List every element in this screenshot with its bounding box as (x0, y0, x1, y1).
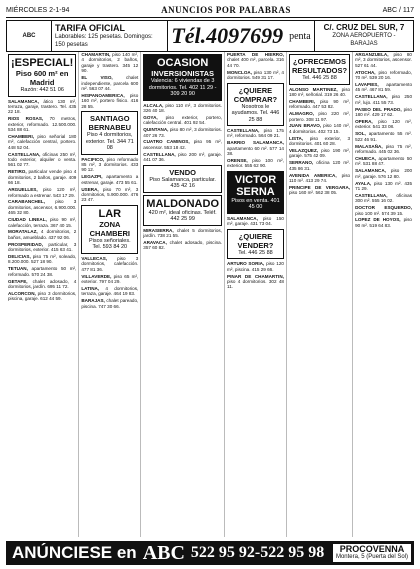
address-text: ZONA AEROPUERTO - BARAJAS (332, 33, 396, 48)
boxed-ad (227, 229, 284, 260)
ad-text: piso 200 m², garaje. 441 07 36. (143, 151, 222, 163)
classified-ad (355, 181, 412, 192)
classified-ad (81, 286, 138, 297)
classified-ad (227, 158, 284, 169)
ad-text: piso reformado, 70 m². 539 20 16. (355, 69, 413, 81)
ad-heading: CARABANCHEL, (8, 199, 56, 205)
ad-heading: LAVAPIES, (355, 82, 387, 88)
ad-text: piso 180 m², señorial. 319 26 40. (288, 86, 351, 97)
ad-text: piso 3 dormitorios, ascensor, 6.900.000. 465 32 80. (8, 199, 77, 216)
classified-ad (289, 136, 350, 147)
ad-text: piso reformado 85 m², 3 dormitorios. 433 90 12. (81, 156, 139, 173)
ad-text: piso señorial 180 m², calefacción central, portero. 448 52 04. (8, 133, 77, 150)
classified-ad (355, 168, 412, 179)
classified-ad (143, 127, 222, 138)
ad-heading: DOCTOR ESQUERDO, (355, 205, 412, 211)
classified-ad (355, 107, 412, 118)
boxed-ad-big: OCASION (156, 57, 209, 69)
ad-heading: MORATALAZ, (8, 229, 41, 235)
ad-text: oficinas 300 m². 555 16 02. (355, 192, 412, 204)
tarifa-title: TARIFA OFICIAL (55, 23, 125, 33)
ad-heading: VALLECAS, (81, 255, 118, 261)
phone-text: Tél.4097699 (171, 23, 284, 48)
classified-ad (289, 123, 350, 134)
ad-text: piso 130 m², 4 dormitorios. 549 31 17. (227, 69, 284, 81)
ad-text: piso 175 m², reformado. 564 09 21. (227, 128, 284, 139)
classified-ad (81, 157, 138, 173)
ad-heading: AYALA, (355, 180, 374, 186)
ad-heading: HISPANOAMERICA, (81, 92, 130, 98)
boxed-ad (81, 205, 138, 254)
page-number: ABC / 117 (382, 6, 414, 14)
classified-ad (227, 274, 284, 290)
boxed-ad-sm: Razón: 442 51 06 (20, 87, 64, 93)
ad-heading: LOPEZ DE HOYOS, (355, 217, 404, 223)
ad-text: piso exterior, 3 dormitorios. 401 60 28. (288, 135, 351, 147)
classified-ad (8, 229, 76, 240)
ad-heading: QUINTANA, (143, 127, 170, 133)
ad-text: piso 120 m², piscina. 415 29 66. (227, 261, 284, 272)
boxed-ad-med: SANTIAGO BERNABEU (88, 114, 132, 133)
classified-ad (289, 160, 350, 171)
ad-text: piso 75 m², soleado, 8.200.000. 527 18 90. (8, 254, 77, 265)
classified-ad (8, 254, 76, 265)
ad-text: piso 3 dormitorios, calefacción. 477 81 36. (81, 255, 139, 272)
ad-heading: PRINCIPE DE VERGARA, (288, 185, 351, 190)
boxed-ad-sm: Pisos señoriales. Tel. 593 84 20 (89, 237, 131, 251)
boxed-ad-med: ¿QUIERE VENDER? (237, 231, 274, 250)
boxed-ad-sm: Nosotros le ayudamos. Tel. 446 25 88 (231, 103, 280, 123)
ad-text: apartamento 55 m². 522 46 91. (355, 131, 413, 142)
ad-heading: EL VISO, (81, 75, 127, 81)
ad-text: piso 90 m², calefacción, terraza. 367 40 15. (8, 217, 77, 228)
classified-ad (227, 216, 284, 227)
column-6 (353, 52, 414, 537)
ad-heading: CHUECA, (355, 155, 379, 161)
ad-heading: ALMAGRO, (288, 111, 319, 117)
boxed-ad-med: INVERSIONISTAS (151, 69, 215, 78)
classified-ad (355, 94, 412, 105)
footer-banner (6, 541, 414, 565)
classified-ad (8, 99, 76, 115)
tarifa-text: Laborables: 125 pesetas. Domingos: 150 pesetas (55, 34, 153, 48)
ad-text: apartamento 50 m². 531 88 47. (355, 155, 412, 167)
ad-text: piso 80 m², 3 dormitorios, ascensor. 527 61 44. (355, 52, 412, 68)
ad-text: piso 70 m², 3 dormitorios, 5.900.000. 476 23 47. (81, 186, 139, 203)
column-4 (225, 52, 287, 537)
ad-heading: RIOS ROSAS, (8, 116, 50, 122)
classified-ad (227, 128, 284, 139)
abc-logo: ABC (7, 21, 52, 51)
ad-heading: VELAZQUEZ, (288, 148, 322, 154)
ad-text: piso 110 m². 413 29 74. (288, 172, 351, 184)
ad-text: piso 200 m², garaje. 576 12 80. (355, 168, 412, 179)
ad-heading: MALASAÑA, (355, 143, 386, 149)
ad-heading: ATOCHA, (355, 69, 379, 75)
boxed-ad-med: VENDO (169, 167, 196, 177)
boxed-ad-sm: Pisos en venta. 401 45 00 (231, 197, 280, 211)
boxed-ad-sm: Tel. 446 25 88 (302, 75, 337, 81)
boxed-ad-sm: Valencia: 6 viviendas de 3 dormitorios. Tel. 402 11 29 - 309 20 90 (148, 78, 217, 97)
classified-ad (355, 52, 412, 68)
classifieds-columns (6, 52, 414, 537)
ad-heading: ARGUELLES, (8, 187, 43, 193)
ad-text: chalet 400 m², parcela. 316 44 70. (227, 57, 284, 68)
ad-heading: BARRIO SALAMANCA, (227, 140, 284, 146)
classified-ad (81, 75, 138, 91)
ad-text: piso 160 m². 562 38 05. (288, 190, 338, 196)
header-rule (6, 17, 414, 18)
ad-heading: GETAFE, (8, 278, 33, 284)
ad-heading: VILLAVERDE, (81, 273, 114, 279)
classified-ad (289, 173, 350, 184)
ad-heading: SERRANO, (288, 160, 317, 166)
ad-heading: SOL, (355, 131, 369, 137)
classified-ad (8, 291, 76, 302)
boxed-ad (81, 111, 138, 155)
classified-ad (81, 52, 138, 74)
ad-text: piso 90 m², reformado. 447 53 82. (288, 98, 351, 110)
footer-phones[interactable]: 522 95 92-522 95 98 (190, 544, 325, 561)
ad-text: piso 150 m², garaje. 431 73 04. (227, 215, 284, 227)
ad-heading: GOYA, (143, 114, 166, 120)
classified-ad (355, 70, 412, 81)
classified-ad (227, 70, 284, 81)
boxed-ad (227, 171, 284, 214)
boxed-ad-sm: Piso Salamanca, particular. 435 42 16 (149, 176, 216, 190)
classified-ad (8, 279, 76, 290)
ad-text: piso 160 m², portero físico. 416 28 55. (81, 92, 139, 109)
classified-ad (355, 82, 412, 93)
ad-text: particular, 3 dormitorios, exterior. 415 63 41. (8, 241, 77, 253)
ad-text: piso 75 m², reformado. 445 02 36. (355, 143, 412, 154)
classified-ad (355, 205, 412, 216)
ad-heading: ARTURO SORIA, (227, 261, 267, 267)
classified-ad (227, 261, 284, 272)
column-3 (141, 52, 225, 537)
classified-ad (81, 298, 138, 309)
boxed-ad (143, 54, 222, 101)
boxed-ad-med: ¿QUIERE COMPRAR? (233, 85, 278, 104)
boxed-ad-sm: 420 m², ideal oficinas. Teléf. 442 25 99 (148, 209, 217, 223)
classified-ad (289, 99, 350, 110)
classified-ad (8, 152, 76, 168)
boxed-ad-big: MALDONADO (146, 197, 219, 210)
classified-ad (8, 242, 76, 253)
ad-heading: CASTELLANA, (227, 128, 264, 134)
ad-text: 4 dormitorios, 2 baños, amueblado. 437 92 06. (8, 229, 77, 240)
boxed-ad-sm: Tel. 446 25 88 (238, 249, 273, 256)
ad-text: piso 4 dormitorios. 302 48 11. (227, 278, 284, 290)
ad-text: particular vende piso 4 dormitorios, 2 baños, garaje. 409 66 18. (8, 169, 77, 186)
boxed-ad-med: Piso 600 m² en Madrid (15, 69, 69, 87)
ad-heading: ALCORCON, (8, 291, 38, 296)
ad-heading: CIUDAD LINEAL, (8, 217, 50, 223)
classified-ad (355, 193, 412, 204)
classified-ad (143, 115, 222, 126)
boxed-ad-med: ¿OFRECEMOS RESULTADOS? (291, 57, 348, 75)
classified-ad (143, 240, 222, 251)
column-1 (6, 52, 79, 537)
ad-heading: LEGAZPI, (81, 174, 107, 180)
classified-ad (143, 103, 222, 114)
ad-heading: CHAMBERI, (288, 98, 320, 104)
ad-text: ático 130 m², terraza, garaje, trastero. Tel. 435 22 18. (8, 98, 77, 115)
ad-text: piso 3 dormitorios, piscina, garaje. 612 44 59. (8, 291, 77, 302)
ad-heading: SALAMANCA, (227, 215, 263, 221)
ad-heading: AVENIDA AMERICA, (288, 172, 342, 178)
classified-ad (289, 87, 350, 98)
ad-text: apartamento a estrenar, garaje. 473 55 61. (81, 174, 139, 185)
ad-text: piso 80 m², 3 dormitorios. 407 26 73. (143, 127, 222, 138)
ad-heading: CASTELLANA, (355, 94, 392, 100)
ad-text: oficina 120 m². 435 86 31. (288, 160, 351, 171)
ad-heading: USERA, (81, 186, 103, 192)
ad-text: piso 140 m², 4 dormitorios, 2 baños, garaje y trastero. 345 12 90. (81, 52, 139, 74)
classified-ad (355, 131, 412, 142)
ad-text: chalet independiente, parcela 600 m². 563 07 44. (81, 75, 139, 91)
classified-ad (355, 156, 412, 167)
ad-heading: CUATRO CAMINOS, (143, 139, 194, 145)
procovenna-address: Montera, 5 (Puerta del Sol) (335, 554, 408, 560)
ad-text: piso 140 m², 4 dormitorios. 402 73 15. (288, 123, 351, 134)
ad-text: piso 120 m², exterior. 541 33 08. (355, 118, 413, 130)
ad-heading: ARAVACA, (143, 239, 170, 245)
ad-text: piso 100 m², exterior. 555 62 90. (227, 158, 284, 169)
classified-ad (81, 93, 138, 109)
boxed-ad-sm: Piso 4 dormitorios, exterior. Tel. 344 71 08 (85, 132, 134, 152)
boxed-ad-med: ZONA CHAMBERI (89, 219, 131, 238)
boxed-ad (227, 83, 284, 127)
ad-heading: JUAN BRAVO, (288, 123, 324, 129)
ad-text: chalet adosado, piscina. 357 60 82. (143, 239, 222, 251)
classified-ad (8, 116, 76, 132)
ad-text: piso 110 m², 3 dormitorios. 326 40 18. (143, 102, 223, 113)
ad-text: piso 95 m², ascensor. 553 18 42. (143, 139, 222, 150)
ad-heading: OPERA, (355, 118, 379, 124)
ad-heading: LATINA, (81, 285, 106, 291)
boxed-ad-big: VICTOR SERNA (234, 173, 277, 198)
ad-heading: CASTELLANA, (143, 151, 179, 157)
ad-text: 4 dormitorios, terraza, garaje. 464 19 83. (81, 285, 139, 297)
classified-ad (81, 187, 138, 203)
classified-ad (8, 266, 76, 277)
classified-ad (143, 139, 222, 150)
classified-ad (289, 185, 350, 196)
ad-text: apartamento 45 m². 467 81 59. (355, 82, 412, 93)
boxed-ad (143, 195, 222, 226)
page-header (6, 4, 414, 16)
classified-ad (8, 134, 76, 150)
ad-heading: TETUAN, (8, 266, 32, 272)
ad-heading: CHAMARTIN, (81, 52, 113, 57)
section-title: ANUNCIOS POR PALABRAS (161, 5, 291, 15)
classified-ad (8, 169, 76, 185)
classified-ad (355, 119, 412, 130)
ad-text: chalet adosado, 4 dormitorios, jardín. 695 11 72. (8, 278, 77, 290)
classified-ad (81, 174, 138, 185)
ad-text: piso 180 m². 429 17 62. (355, 106, 412, 118)
classified-ad (355, 217, 412, 228)
boxed-ad (143, 165, 222, 193)
ad-heading: BARAJAS, (81, 298, 107, 304)
ad-heading: ALONSO MARTINEZ, (288, 86, 342, 92)
classified-ad (8, 187, 76, 198)
ad-heading: CASTELLANA, (355, 192, 397, 198)
boxed-ad (8, 54, 76, 97)
header-date: MIÉRCOLES 2-1-94 (6, 6, 70, 14)
ad-heading: ORENSE, (227, 158, 253, 164)
address-title: C/. CRUZ DEL SUR, 7 (323, 23, 405, 32)
address-box (315, 21, 413, 51)
ad-heading: CHAMBERI, (8, 133, 38, 139)
ad-heading: RETIRO, (8, 169, 29, 175)
classified-ad (227, 52, 284, 68)
tarifa-box (52, 21, 168, 51)
footer-abc-logo: ABC (142, 541, 185, 564)
ad-heading: PROSPERIDAD, (8, 241, 49, 247)
ad-text: 70 metros, exterior, reformado. 12.500.000. 534 88 61. (8, 116, 77, 133)
brand-name: penta (289, 30, 311, 42)
classified-ad (227, 140, 284, 156)
ad-text: piso exterior, portero, calefacción central. 401 92 54. (143, 114, 222, 126)
classified-ad (289, 148, 350, 159)
ad-text: apartamento 50 m², reformado. 570 24 38. (8, 266, 77, 277)
ad-text: piso 100 m². 574 39 15. (355, 210, 404, 216)
classified-ad (143, 152, 222, 163)
ad-heading: MIRASIERRA, (143, 227, 177, 233)
ad-text: piso 130 m². 435 71 29. (355, 180, 412, 191)
classified-ad (8, 199, 76, 215)
classified-ad (289, 111, 350, 122)
classified-ad (8, 217, 76, 228)
ad-text: piso 250 m², lujo. 411 55 73. (355, 94, 412, 105)
ad-heading: PASEO DEL PRADO, (355, 106, 404, 112)
ad-text: piso 190 m², garaje. 575 42 09. (288, 148, 351, 159)
ad-text: piso 90 m². 519 64 83. (355, 217, 412, 228)
ad-heading: MONCLOA, (227, 69, 254, 75)
ad-text: apartamento 60 m². 577 14 38. (227, 145, 284, 157)
procovenna-box (333, 544, 411, 562)
footer-cta: ANÚNCIESE en (12, 543, 137, 562)
column-2 (79, 52, 141, 537)
ad-text: chalet pareado, piscina. 747 30 66. (81, 298, 139, 309)
ad-text: piso 220 m², portero. 308 11 97. (288, 111, 351, 122)
ad-heading: DELICIAS, (8, 254, 33, 260)
ad-heading: PACIFICO, (81, 156, 107, 162)
ad-text: piso 120 m², reformado a estrenar. 543 17 29. (8, 187, 77, 198)
ad-text: chalet 5 dormitorios, jardín. 738 21 55. (143, 227, 222, 238)
ad-heading: CASTELLANA, (8, 151, 43, 157)
ad-heading: PINAR DE CHAMARTIN, (227, 273, 284, 279)
ad-text: oficinas 250 m², todo exterior, alquiler o venta. 561 02 77. (8, 151, 77, 168)
ad-heading: ARGANZUELA, (355, 52, 394, 57)
classified-ad (81, 274, 138, 285)
procovenna-title: PROCOVENNA (339, 544, 405, 554)
classified-ad (143, 228, 222, 239)
boxed-ad-big: LAR (98, 207, 122, 220)
ad-text: piso 65 m², exterior. 797 04 29. (81, 273, 139, 284)
ad-heading: LISTA, (288, 135, 310, 141)
phone-number[interactable] (168, 21, 315, 51)
ad-heading: SALAMANCA, (355, 168, 391, 174)
ad-heading: ALCALA, (143, 102, 166, 108)
rate-banner (6, 20, 414, 52)
boxed-ad (289, 54, 350, 85)
classified-ad (81, 256, 138, 272)
boxed-ad-big: ¡ESPECIAL! (11, 57, 74, 69)
classified-ad (355, 144, 412, 155)
ad-heading: SALAMANCA, (8, 98, 44, 104)
ad-heading: PUERTA DE HIERRO, (227, 52, 284, 57)
column-5 (287, 52, 353, 537)
